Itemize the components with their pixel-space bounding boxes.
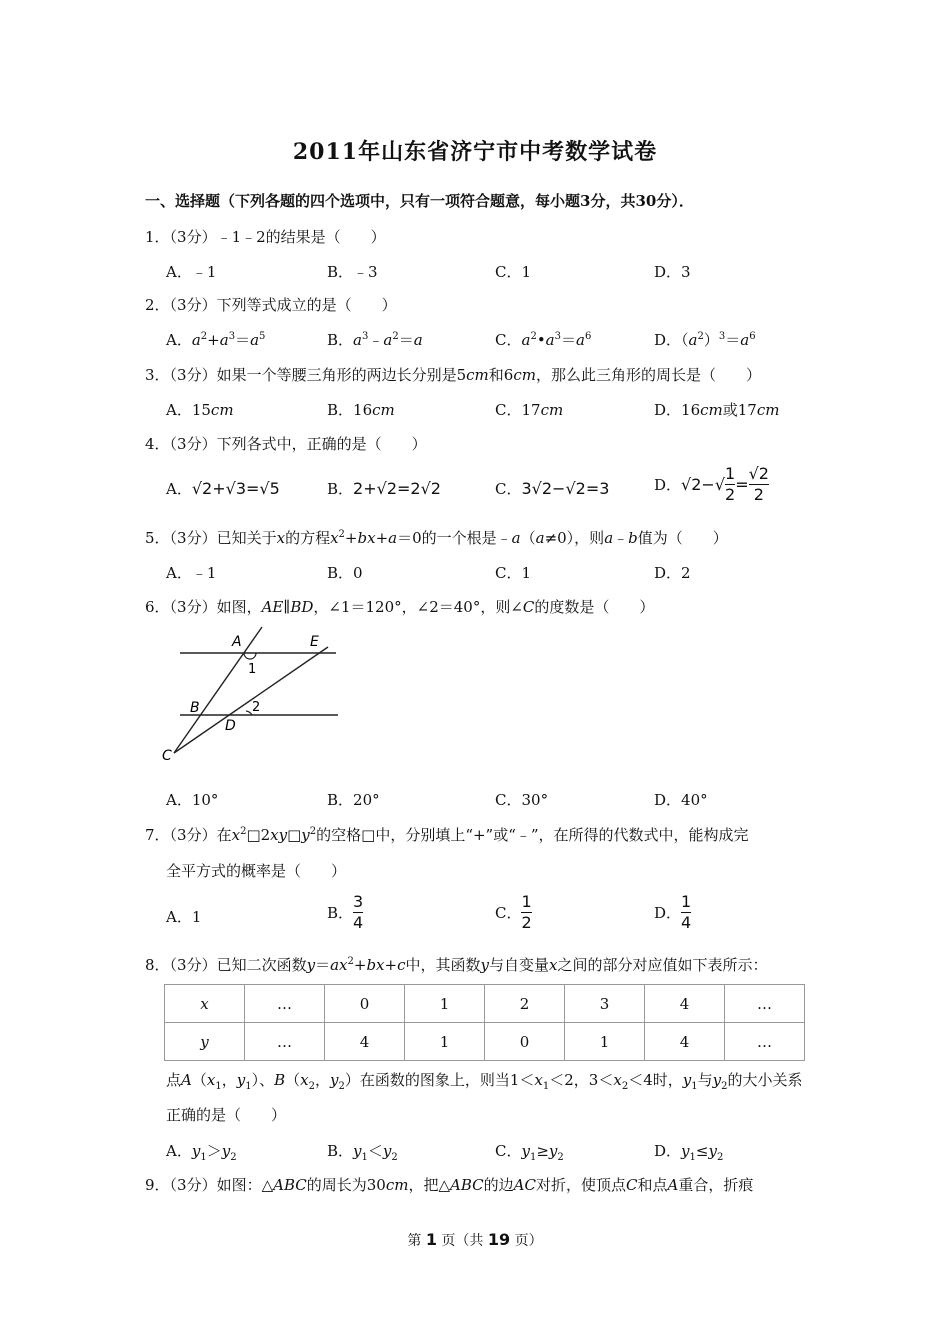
table-cell: 0 (485, 1023, 565, 1061)
table-cell: 4 (325, 1023, 405, 1061)
table-cell: … (725, 985, 805, 1023)
q4-option-b: B．2+√2=2√2 (327, 479, 441, 498)
q1-option-c: C．1 (495, 263, 532, 281)
angle-1-arc (244, 653, 256, 659)
q5-option-a: A．﹣1 (166, 564, 217, 582)
q5-option-c: C．1 (495, 564, 532, 582)
table-cell: 0 (325, 985, 405, 1023)
question-6: 6．（3分）如图，AE∥BD，∠1＝120°，∠2＝40°，则∠C的度数是（ ） (145, 598, 655, 616)
q4-option-d: D．√2−√ $\frac{1}{2}$ = $\frac{√2}{2}$ (654, 464, 769, 504)
label-e: E (310, 634, 319, 650)
q2-option-b: B．$a^3﹣a^2=a$ (327, 331, 423, 349)
q8-option-c: C．$y_1\ge y_2$ (495, 1142, 564, 1163)
table-cell: … (245, 985, 325, 1023)
label-a: A (232, 634, 242, 650)
page-title: 2011年山东省济宁市中考数学试卷 (292, 139, 658, 165)
label-angle-1: 1 (248, 662, 257, 677)
parallel-lines-figure (160, 622, 350, 767)
q3-option-d: D．16cm或17cm (654, 401, 780, 419)
table-cell: 4 (645, 985, 725, 1023)
line-ca (174, 627, 262, 753)
q7-option-b: B． $\frac{3}{4}$ (327, 892, 364, 932)
table-cell: 1 (405, 1023, 485, 1061)
question-1: 1．（3分）﹣1﹣2的结果是（ ） (145, 228, 386, 246)
table-cell: … (245, 1023, 325, 1061)
q7-option-c: C． $\frac{1}{2}$ (495, 892, 532, 932)
question-8-line2: 点$A(x_1$，$y_1$）、$B(x_2$，$y_2$）在函数的图象上，则当$1<x_1<2$，$3<x_2<4$时，$y_1$与$y_2$的大小关系 (166, 1071, 803, 1092)
q3-option-b: B．16cm (327, 401, 395, 419)
value-table (164, 984, 805, 1061)
q1-option-d: D．3 (654, 263, 691, 281)
q4-option-c: C．3√2−√2=3 (495, 479, 610, 498)
q5-option-b: B．0 (327, 564, 363, 582)
label-c: C (162, 748, 172, 764)
question-5: 5．（3分）已知关于x的方程$x^2+bx+a=0$的一个根是﹣a（a≠0），则a﹣b值为（ ） (145, 529, 728, 547)
q2-option-d: D．$(a^2)^3=a^6$ (654, 331, 756, 349)
q1-option-b: B．﹣3 (327, 263, 378, 281)
q2-option-a: A．$a^2+a^3=a^5$ (166, 331, 266, 349)
table-cell: 1 (565, 1023, 645, 1061)
q5-option-d: D．2 (654, 564, 691, 582)
table-cell: … (725, 1023, 805, 1061)
q8-option-b: B．$y_1<y_2$ (327, 1142, 398, 1163)
table-cell: y (165, 1023, 245, 1061)
question-4: 4．（3分）下列各式中，正确的是（ ） (145, 435, 427, 453)
q3-option-a: A．15cm (166, 401, 234, 419)
page-number: 1 (425, 1230, 437, 1249)
q8-option-a: A．$y_1>y_2$ (166, 1142, 237, 1163)
section-heading: 一、选择题（下列各题的四个选项中，只有一项符合题意，每小题3分，共30分）． (145, 192, 694, 210)
question-8: 8．（3分）已知二次函数$y=ax^2+bx+c$中，其函数y与自变量x之间的部分对应值如下表所示： (145, 956, 768, 974)
q3-option-c: C．17cm (495, 401, 564, 419)
page-total: 19 (487, 1230, 511, 1249)
question-3: 3．（3分）如果一个等腰三角形的两边长分别是5cm和6cm，那么此三角形的周长是（ ） (145, 366, 761, 384)
label-d: D (225, 718, 236, 734)
table-row (165, 1023, 805, 1061)
label-b: B (190, 700, 200, 716)
table-cell: 3 (565, 985, 645, 1023)
q1-option-a: A．﹣1 (166, 263, 217, 281)
q2-option-c: C．$a^2•a^3=a^6$ (495, 331, 592, 349)
table-cell: x (165, 985, 245, 1023)
table-cell: 2 (485, 985, 565, 1023)
q6-option-c: C．30° (495, 791, 549, 809)
question-7-line2: 全平方式的概率是（ ） (166, 862, 347, 880)
question-8-line3: 正确的是（ ） (166, 1106, 287, 1124)
page-footer: 第 1 页（共 19 页） (407, 1230, 543, 1249)
table-cell: 4 (645, 1023, 725, 1061)
question-2: 2．（3分）下列等式成立的是（ ） (145, 296, 397, 314)
q6-option-d: D．40° (654, 791, 708, 809)
q6-option-a: A．10° (166, 791, 219, 809)
table-cell: 1 (405, 985, 485, 1023)
q8-option-d: D．$y_1\le y_2$ (654, 1142, 724, 1163)
table-row (165, 985, 805, 1023)
question-9: 9．（3分）如图：△ABC的周长为30cm，把△ABC的边AC对折，使顶点C和点A重合，折痕 (145, 1176, 754, 1194)
label-angle-2: 2 (252, 700, 261, 715)
q6-option-b: B．20° (327, 791, 380, 809)
question-7: 7．（3分）在$x^2□2xy□y^2$的空格□中，分别填上“+”或“﹣”，在所得的代数式中，能构成完 (145, 826, 749, 844)
q7-option-d: D． $\frac{1}{4}$ (654, 892, 692, 932)
q7-option-a: A．1 (166, 908, 202, 926)
q4-option-a: A．√2+√3=√5 (166, 479, 280, 498)
